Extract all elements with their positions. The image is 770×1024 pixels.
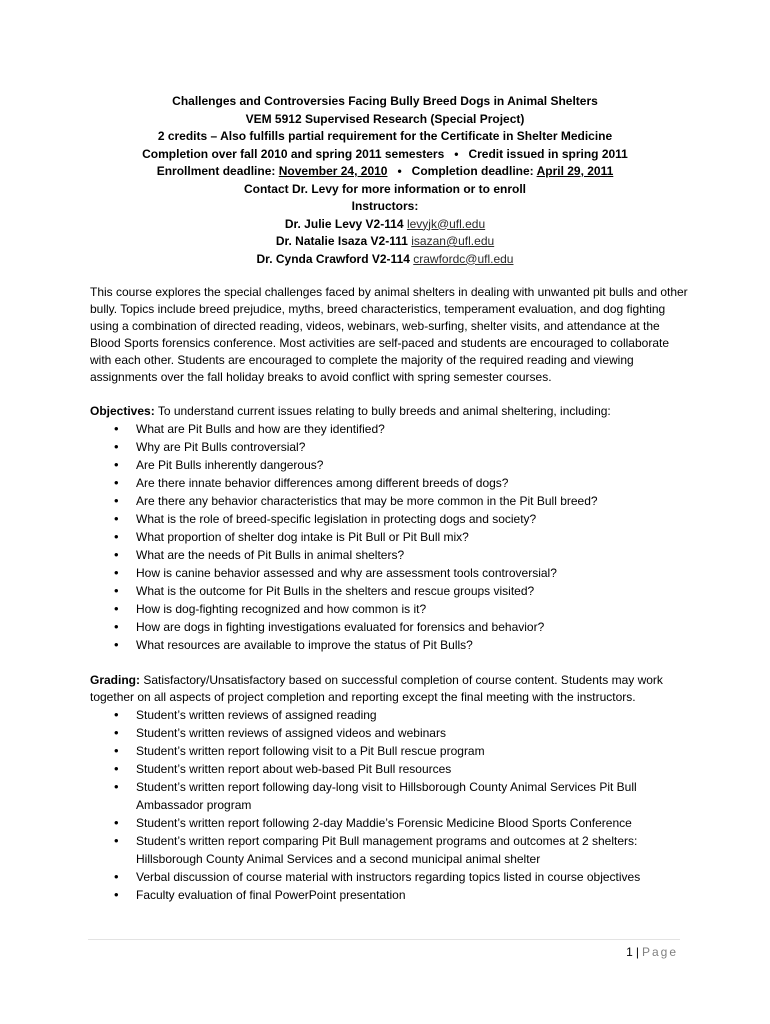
contact-note: Contact Dr. Levy for more information or to enroll — [243, 181, 527, 196]
completion-period: Completion over fall 2010 and spring 2011 semesters — [142, 146, 445, 161]
enrollment-deadline-label: Enrollment deadline: — [156, 164, 276, 178]
page-footer — [626, 944, 678, 960]
instructor-name: Dr. Natalie Isaza V2-111 — [275, 234, 408, 248]
list-item: • Are there innate behavior differences among different breeds of dogs? — [90, 474, 690, 492]
grading-text: Satisfactory/Unsatisfactory based on successful completion of course content. Students may work together on all aspects of project completion and reporting except the final meeting with the instructors. — [90, 673, 663, 704]
list-item: • How is dog-fighting recognized and how common is it? — [90, 600, 690, 618]
list-item: • Why are Pit Bulls controversial? — [90, 438, 690, 456]
list-item: • What resources are available to improve the status of Pit Bulls? — [90, 636, 690, 654]
bullet-separator: • — [397, 164, 402, 178]
instructor-name: Dr. Julie Levy V2-114 — [284, 216, 404, 231]
footer-divider — [88, 939, 680, 940]
objectives-section — [90, 403, 690, 654]
page-number: 1 — [626, 945, 633, 959]
grading-intro — [90, 672, 690, 706]
list-item: • What is the outcome for Pit Bulls in the shelters and rescue groups visited? — [90, 582, 690, 600]
course-schedule — [90, 146, 680, 164]
instructor-email-link[interactable]: isazan@ufl.edu — [411, 234, 495, 248]
list-item: • Student’s written reviews of assigned reading — [90, 706, 690, 724]
footer-pipe: | — [635, 945, 639, 959]
list-item: • Student’s written report following 2-day Maddie’s Forensic Medicine Blood Sports Conference — [90, 814, 690, 832]
course-deadlines — [90, 163, 680, 181]
list-item: • Student’s written report comparing Pit Bull management programs and outcomes at 2 shelters: Hillsborough County Animal Services and a second municipal animal shelter — [90, 832, 690, 868]
objectives-list — [90, 420, 690, 654]
course-description — [90, 284, 690, 386]
list-item: • What proportion of shelter dog intake is Pit Bull or Pit Bull mix? — [90, 528, 690, 546]
list-item: • Verbal discussion of course material with instructors regarding topics listed in course objectives — [90, 868, 690, 886]
objectives-intro — [90, 403, 690, 420]
completion-deadline-date: April 29, 2011 — [536, 164, 614, 178]
bullet-separator: • — [454, 146, 459, 161]
enrollment-deadline-date: November 24, 2010 — [278, 164, 388, 178]
list-item: • Faculty evaluation of final PowerPoint presentation — [90, 886, 690, 904]
list-item: • What is the role of breed-specific legislation in protecting dogs and society? — [90, 510, 690, 528]
list-item: • Student’s written report following day-long visit to Hillsborough County Animal Services Pit Bull Ambassador program — [90, 778, 690, 814]
objectives-text: To understand current issues relating to bully breeds and animal sheltering, including: — [154, 404, 611, 418]
list-item: • Student’s written report about web-based Pit Bull resources — [90, 760, 690, 778]
objectives-label: Objectives: — [90, 404, 155, 418]
list-item: • How is canine behavior assessed and why are assessment tools controversial? — [90, 564, 690, 582]
list-item: • Are there any behavior characteristics that may be more common in the Pit Bull breed? — [90, 492, 690, 510]
credit-issued: Credit issued in spring 2011 — [468, 146, 628, 161]
instructor-email-link[interactable]: crawfordc@ufl.edu — [413, 251, 514, 266]
grading-section — [90, 672, 690, 904]
list-item: • How are dogs in fighting investigations evaluated for forensics and behavior? — [90, 618, 690, 636]
completion-deadline-label: Completion deadline: — [411, 164, 534, 178]
course-number: VEM 5912 Supervised Research (Special Project) — [245, 111, 525, 126]
course-title: Challenges and Controversies Facing Bully Breed Dogs in Animal Shelters — [172, 94, 598, 108]
instructor-line — [90, 251, 680, 269]
list-item: • Student’s written reviews of assigned videos and webinars — [90, 724, 690, 742]
instructor-email-link[interactable]: levyjk@ufl.edu — [406, 216, 486, 231]
description-paragraph: This course explores the special challenges faced by animal shelters in dealing with unwanted pit bulls and other bully. Topics include breed prejudice, myths, breed characteristics, temperament evaluation, and dog fighting using a combination of directed reading, videos, webinars, web-surfing, shelter visits, and attendance at the Blood Sports forensics conference. Most activities are self-paced and students are encouraged to collaborate with each other. Students are encouraged to complete the majority of the required reading and viewing assignments over the fall holiday breaks to avoid conflict with spring semester courses. — [90, 285, 688, 384]
list-item: • What are the needs of Pit Bulls in animal shelters? — [90, 546, 690, 564]
instructor-name: Dr. Cynda Crawford V2-114 — [256, 251, 410, 266]
instructor-line — [90, 233, 680, 251]
course-header — [90, 93, 680, 268]
instructor-line — [90, 216, 680, 234]
list-item: • Student’s written report following visit to a Pit Bull rescue program — [90, 742, 690, 760]
page-label: Page — [641, 945, 678, 959]
grading-list — [90, 706, 690, 904]
course-credits: 2 credits – Also fulfills partial requirement for the Certificate in Shelter Medicine — [157, 129, 613, 143]
list-item: • Are Pit Bulls inherently dangerous? — [90, 456, 690, 474]
grading-label: Grading: — [90, 673, 140, 687]
instructors-heading: Instructors: — [351, 199, 419, 213]
list-item: • What are Pit Bulls and how are they identified? — [90, 420, 690, 438]
